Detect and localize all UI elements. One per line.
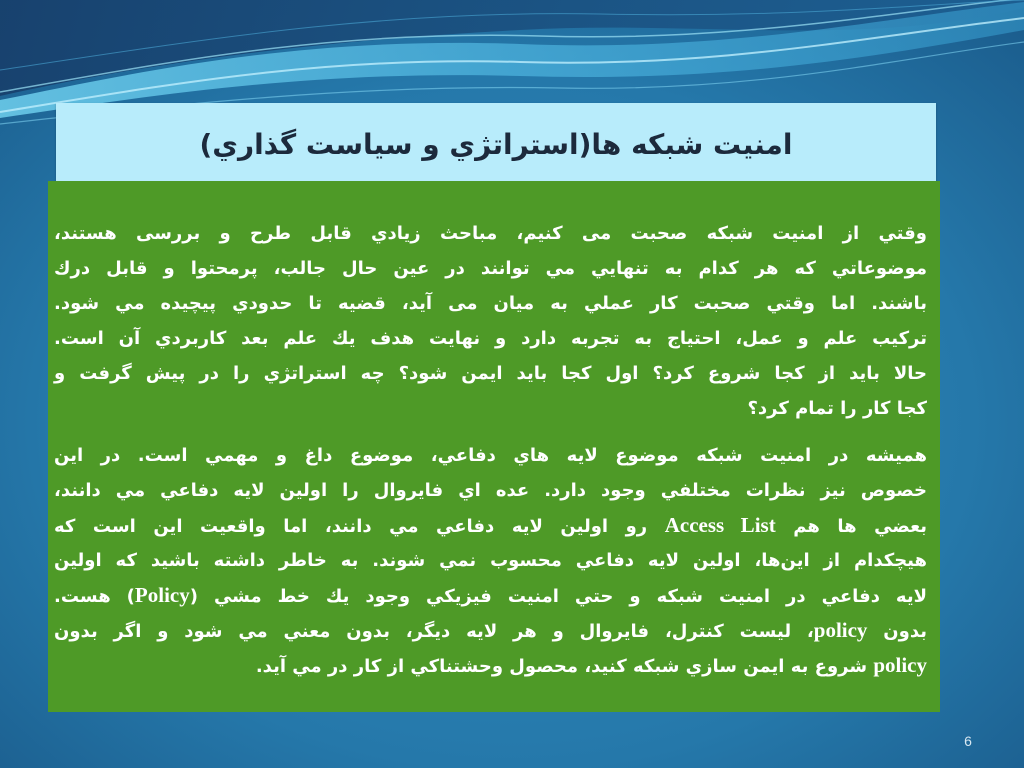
title-box <box>56 103 936 182</box>
body-line: حالا بايد از کجا شروع کرد؟ اول کجا بايد ايمن شود؟ چه استراتژي را در پيش گرفت و <box>54 363 927 384</box>
content-box <box>48 181 940 712</box>
body-line: وقتي از امنيت شبکه صحبت می کنيم، مباحث زيادي قابل طرح و بررسی هستند، <box>54 223 927 244</box>
body-line: policy شروع به ايمن سازي شبکه کنيد، محصول وحشتناکي از کار در مي آيد. <box>255 653 927 677</box>
paragraph <box>54 216 927 426</box>
body-line: هميشه در امنيت شبکه موضوع لايه هاي دفاعي، موضوع داغ و مهمي است. در اين <box>54 445 927 466</box>
page-number: 6 <box>964 733 972 749</box>
body-line: لايه دفاعي در امنيت شبکه و حتي امنيت فيزيکي وجود يك خط مشي (Policy) هست. <box>54 583 927 607</box>
body-line: کجا کار را تمام کرد؟ <box>747 398 927 419</box>
latin-term: Policy <box>134 583 190 607</box>
latin-term: policy <box>873 653 927 677</box>
paragraph <box>54 438 927 683</box>
slide-title: امنيت شبکه ها(استراتژي و سياست گذاري) <box>199 128 793 161</box>
body-line: بدون policy، ليست کنترل، فايروال و هر لايه ديگر، بدون معني مي شود و اگر بدون <box>54 618 927 642</box>
body-line: ترکيب علم و عمل، احتياج به تجربه دارد و نهايت هدف يك علم بعد کاربردي آن است. <box>54 328 927 349</box>
body-line: خصوص نيز نظرات مختلفي وجود دارد. عده اي فايروال را اولين لايه دفاعي مي دانند، <box>54 480 927 501</box>
body-line: هيچکدام از اين‌ها، اولين لايه دفاعي محسوب نمي شوند. به خاطر داشته باشيد که اولين <box>54 550 927 571</box>
latin-term: policy <box>813 618 868 642</box>
latin-term: Access List <box>664 513 776 537</box>
body-line: موضوعاتي که هر کدام به تنهايي مي توانند در عين حال جالب، پرمحتوا و قابل درك <box>54 258 927 279</box>
body-line: بعضي ها هم Access List رو اولين لايه دفاعي مي دانند، اما واقعيت اين است که <box>54 513 927 537</box>
body-line: باشند. اما وقتي صحبت کار عملي به ميان می آيد، قضيه تا حدودي پيچيده مي شود. <box>54 293 927 314</box>
